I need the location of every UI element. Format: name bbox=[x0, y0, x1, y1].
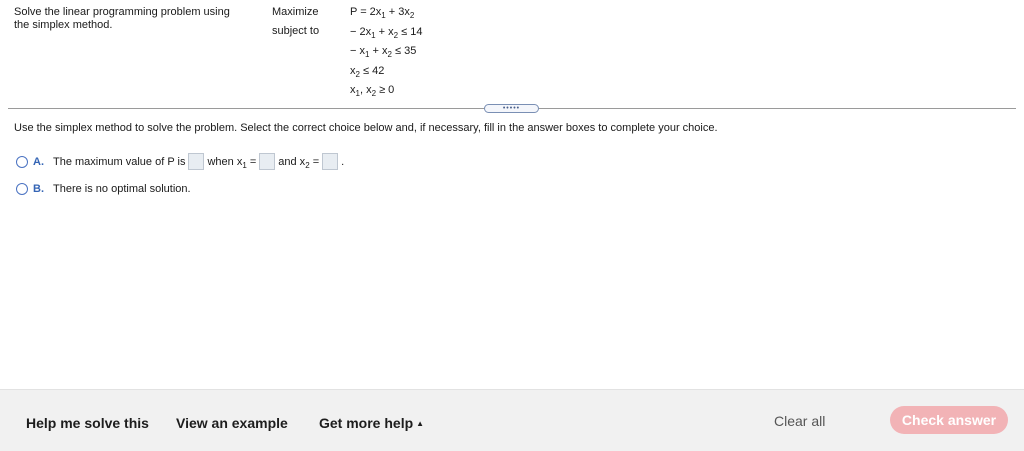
footer-bar bbox=[0, 389, 1024, 451]
choice-b-letter: B. bbox=[33, 183, 44, 195]
maximize-label: Maximize bbox=[272, 6, 319, 18]
when-x1-label: when $x_1$ = bbox=[207, 155, 257, 170]
clear-all-button[interactable]: Clear all bbox=[774, 413, 826, 429]
ellipsis-icon: ••••• bbox=[502, 105, 521, 112]
choice-a[interactable] bbox=[16, 153, 344, 170]
constraint-2: − $x_1 + x_2 \le 35$ bbox=[350, 45, 417, 59]
nonnegativity-constraint: $x_1$, $x_2 \ge 0$ bbox=[350, 84, 395, 98]
and-x2-label: and $x_2$ = bbox=[278, 155, 320, 170]
view-example-button[interactable]: View an example bbox=[176, 415, 288, 431]
constraint-3: $x_2 \le 42$ bbox=[350, 64, 385, 79]
choice-a-text: The maximum value of P is bbox=[53, 155, 186, 168]
problem-text: Solve the linear programming problem using the simplex method. bbox=[14, 6, 230, 31]
x2-input[interactable] bbox=[322, 153, 338, 170]
objective-function: $P = 2x_1 + 3x_2$ bbox=[350, 6, 415, 20]
equations bbox=[350, 6, 422, 104]
period: . bbox=[341, 155, 345, 168]
choice-b[interactable] bbox=[16, 183, 191, 195]
help-me-solve-button[interactable]: Help me solve this bbox=[26, 415, 149, 431]
problem-statement bbox=[14, 6, 1014, 102]
radio-button-b[interactable] bbox=[16, 183, 28, 195]
instruction-text: Use the simplex method to solve the problem. Select the correct choice below and, if necessary, fill in the answer boxes to complete your choice. bbox=[14, 122, 718, 134]
caret-up-icon: ▲ bbox=[416, 419, 425, 428]
expand-handle[interactable] bbox=[484, 104, 539, 113]
choice-a-letter: A. bbox=[33, 155, 44, 168]
radio-button-a[interactable] bbox=[16, 156, 28, 168]
x1-input[interactable] bbox=[259, 153, 275, 170]
get-more-help-button[interactable]: Get more help ▲ bbox=[319, 415, 425, 431]
check-answer-button[interactable]: Check answer bbox=[890, 406, 1008, 434]
constraint-1: − $2x_1 + x_2 \le 14$ bbox=[350, 25, 423, 40]
max-value-input[interactable] bbox=[188, 153, 204, 170]
choice-b-text: There is no optimal solution. bbox=[53, 183, 191, 195]
subject-to-label: subject to bbox=[272, 25, 320, 37]
